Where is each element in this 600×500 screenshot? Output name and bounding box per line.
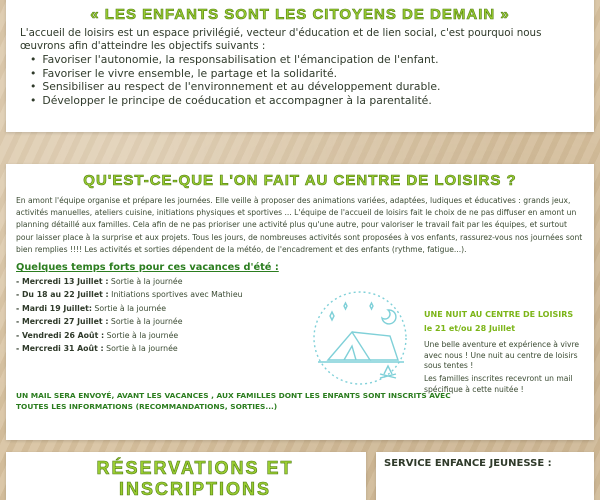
intro-text: L'accueil de loisirs est un espace privilégié, vecteur d'éducation et de lien social, c'est pourquoi nous œuvrons afin d'atteindre les objectifs suivants : bbox=[20, 27, 542, 52]
objective-item: • Favoriser l'autonomie, la responsabilisation et l'émancipation de l'enfant. bbox=[30, 53, 580, 67]
activities-description: En amont l'équipe organise et prépare les journées. Elle veille à proposer des animations variées, adaptées, ludiques et éducatives : grands jeux, activités manuelles, ateliers cuisine, initiations physiques et sportives ... L'équipe de l'accueil de loisirs fait le choix de ne pas diffuser en amont un planning détaillé aux familles. Cela afin de ne pas prioriser une activité plus qu'une autre, pour valoriser le travail fait par les équipes, et surtout pour laisser place à la surprise et aux projets. Tous les jours, de nombreuses activités sont proposées à vos enfants, rassurez-vous nos journées sont bien remplies !!!! Les activités et sorties dépendent de la météo, de l'encadrement et des enfants (rythme, fatigue...). bbox=[16, 196, 583, 254]
objective-item: • Développer le principe de coéducation et accompagner à la parentalité. bbox=[30, 94, 580, 108]
quote-title: « LES ENFANTS SONT LES CITOYENS DE DEMAIN » bbox=[90, 6, 510, 23]
event-desc: Sortie à la journée bbox=[108, 317, 183, 327]
objectives-panel bbox=[6, 0, 594, 132]
night-description: Une belle aventure et expérience à vivre avec nous ! Une nuit au centre de loisirs sous tentes ! bbox=[424, 340, 580, 371]
tent-campfire-illustration bbox=[300, 288, 420, 388]
event-desc: Sortie à la journée bbox=[104, 330, 179, 340]
night-date: le 21 et/ou 28 Juillet bbox=[424, 324, 516, 333]
event-date: - Mercredi 31 Août : bbox=[16, 344, 104, 354]
event-date: - Mercredi 27 Juillet : bbox=[16, 317, 109, 327]
activities-panel bbox=[6, 164, 594, 440]
event-date: - Mercredi 13 Juillet : bbox=[16, 277, 109, 287]
service-title: SERVICE ENFANCE JEUNESSE : bbox=[384, 458, 552, 469]
night-title: UNE NUIT AU CENTRE DE LOISIRS bbox=[424, 310, 574, 319]
objective-item: • Sensibiliser au respect de l'environnement et au développement durable. bbox=[30, 80, 580, 94]
event-desc: Sortie à la journée bbox=[103, 344, 178, 354]
reservations-title: RÉSERVATIONS ET INSCRIPTIONS bbox=[96, 458, 294, 499]
mail-notice: UN MAIL SERA ENVOYÉ, AVANT LES VACANCES , AUX FAMILLES DONT LES ENFANTS SONT INSCRITS AVEC TOUTES LES INFORMATIONS (RECOMMANDATIONS, SORTIES...) bbox=[16, 391, 451, 411]
event-item bbox=[16, 275, 584, 288]
event-desc: Sortie à la journée bbox=[91, 303, 167, 313]
event-date: - Mardi 19 Juillet: bbox=[16, 303, 92, 313]
highlights-title: Quelques temps forts pour ces vacances d'été : bbox=[16, 262, 279, 274]
objective-item: • Favoriser le vivre ensemble, le partage et la solidarité. bbox=[30, 67, 580, 81]
activities-title: QU'EST-CE-QUE L'ON FAIT AU CENTRE DE LOISIRS ? bbox=[83, 172, 517, 189]
night-families-note: Les familles inscrites recevront un mail spécifique à cette nuitée ! bbox=[424, 374, 573, 394]
reservations-panel bbox=[6, 452, 366, 500]
event-date: - Du 18 au 22 Juillet : bbox=[16, 290, 109, 300]
event-desc: Sortie à la journée bbox=[108, 277, 183, 287]
event-date: - Vendredi 26 Août : bbox=[16, 330, 105, 340]
objectives-list bbox=[30, 53, 580, 107]
service-panel bbox=[376, 452, 594, 500]
event-desc: Initiations sportives avec Mathieu bbox=[108, 290, 243, 300]
